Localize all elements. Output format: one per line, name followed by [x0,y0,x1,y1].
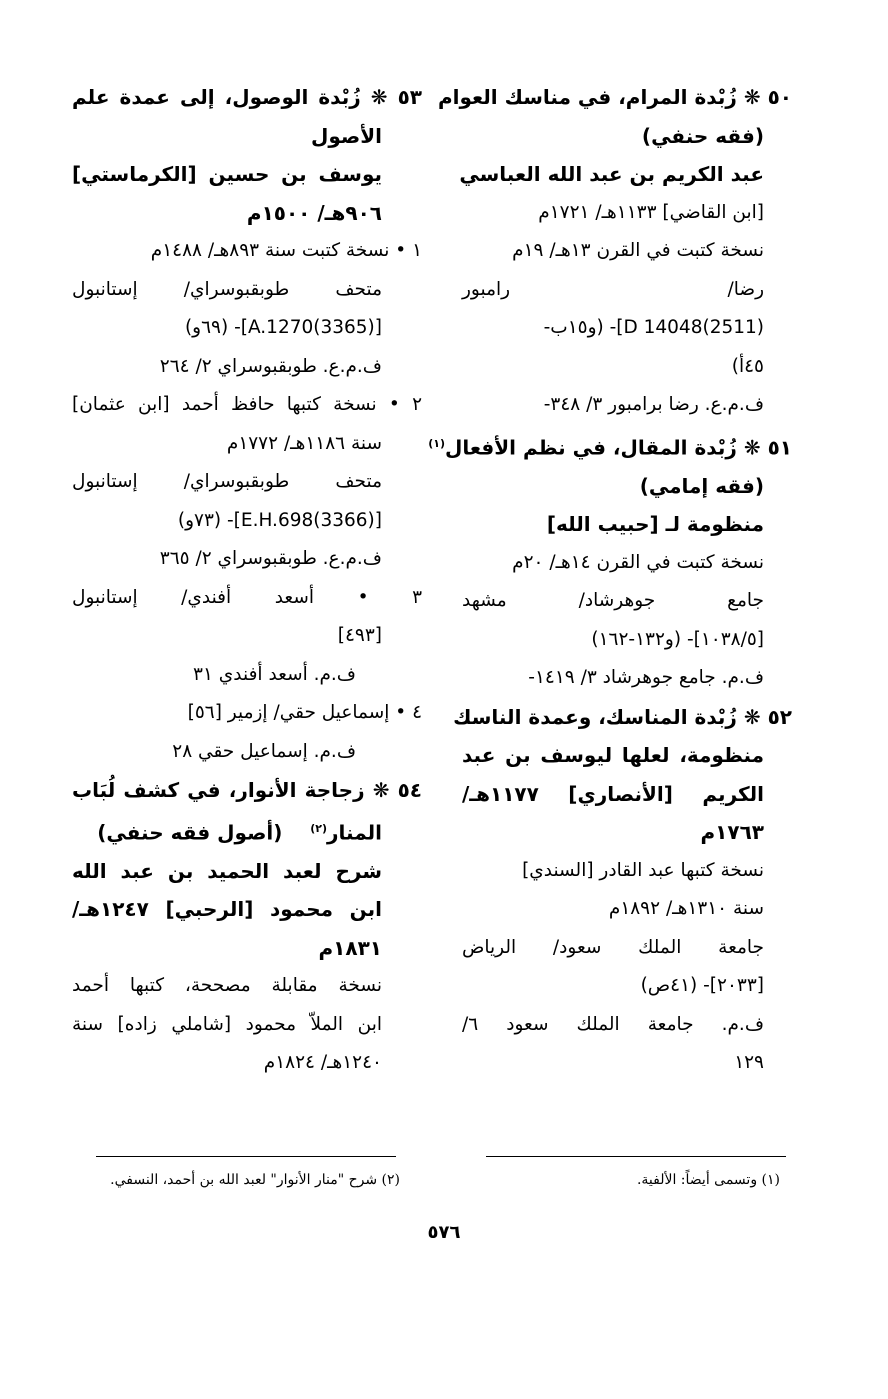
entry-53-copy-1-library: متحف طوبقبوسراي/ إستانبول [72,278,382,300]
left-column [72,78,422,1083]
entry-50-shelfmark-cont: ٤٥أ) [731,355,764,377]
entry-52-reference: ف.م. جامعة الملك سعود ٦/ [462,1013,764,1035]
footnote-marker-1: (١) [428,436,446,450]
entry-54-category: (أصول فقه حنفي) [97,820,283,845]
entry-51-shelfmark: [١٠٣٨/٥]- (و١٣٢-١٦٢) [591,628,764,650]
entry-51-author: منظومة لـ [حبيب الله] [546,512,764,537]
entry-51-category: (فقه إمامي) [639,473,764,498]
entry-52-desc-1: منظومة، لعلها ليوسف بن عبد [462,743,764,768]
entry-53-copy-4: ٤ • إسماعيل حقي/ إزمير [٥٦] [187,702,422,723]
entry-54-copy-2: ابن الملاّ محمود [شاملي زاده] سنة [72,1013,382,1035]
entry-52-heading: ٥٢ ❋ زُبْدة المناسك، وعمدة الناسك [453,704,792,729]
entry-52-shelfmark: [٢٠٣٣]- (٤١ص) [640,975,764,997]
entry-54-copy-3: ١٢٤٠هـ/ ١٨٢٤م [263,1052,382,1074]
entry-50-library: رضا/ رامبور [462,278,764,300]
entry-50-author: عبد الكريم بن عبد الله العباسي [459,162,764,186]
footnote-divider-left [96,1156,396,1157]
entry-52-library: جامعة الملك سعود/ الرياض [462,936,764,958]
entry-52-desc-3: ١٧٦٣م [700,820,764,845]
entry-51-library: جامع جوهرشاد/ مشهد [462,590,764,612]
page-number: ٥٧٦ [427,1222,461,1243]
entry-54-desc-3: ١٨٣١م [318,935,382,960]
entry-53-copy-3-shelfmark: [٤٩٣] [337,625,382,646]
entry-50-author-dates: [ابن القاضي] ١١٣٣هـ/ ١٧٢١م [538,201,764,223]
footnote-1: (١) وتسمى أيضاً: الألفية. [636,1172,780,1188]
entry-53-copy-3-reference: ف.م. أسعد أفندي ٣١ [193,663,356,685]
entry-50-heading: ٥٠ ❋ زُبْدة المرام، في مناسك العوام [437,85,792,109]
footnote-marker-2: (٢) [310,821,328,835]
entry-50-category: (فقه حنفي) [641,123,764,148]
entry-53-copy-2: ٢ • نسخة كتبها حافظ أحمد [ابن عثمان] [72,394,422,415]
entry-54-heading-cont [72,810,422,852]
entry-53-copy-2-shelfmark: [E.H.698(3366)]- (٧٣و) [177,509,382,531]
entry-51-title: ٥١ ❋ زُبْدة المقال، في نظم الأفعال [445,435,792,460]
entry-51-heading [428,425,792,467]
entry-51-copy: نسخة كتبت في القرن ١٤هـ/ ٢٠م [512,551,764,573]
entry-52-copy: نسخة كتبها عبد القادر [السندي] [522,859,764,881]
entry-51-reference: ف.م. جامع جوهرشاد ٣/ ١٤١٩- [528,667,764,689]
entry-52-desc-2: الكريم [الأنصاري] ١١٧٧هـ/ [462,781,764,806]
entry-53-copy-1-reference: ف.م.ع. طوبقبوسراي ٢/ ٢٦٤ [159,355,382,377]
entry-50-copy: نسخة كتبت في القرن ١٣هـ/ ١٩م [512,240,764,261]
entry-50-shelfmark: D 14048(2511)]- (و١٥ب- [543,317,764,338]
entry-53-heading-cont: الأصول [311,123,382,148]
entry-54-title-cont: المنار [327,820,382,845]
entry-52-reference-cont: ١٢٩ [734,1052,764,1074]
entry-54-copy-1: نسخة مقابلة مصححة، كتبها أحمد [72,975,382,997]
entry-53-author: يوسف بن حسين [الكرماستي] [72,162,382,186]
entry-53-copy-1: ١ • نسخة كتبت سنة ٨٩٣هـ/ ١٤٨٨م [150,240,422,261]
entry-53-copy-1-shelfmark: [A.1270(3365)]- (٦٩و) [184,317,382,338]
entry-53-copy-4-reference: ف.م. إسماعيل حقي ٢٨ [172,740,356,762]
entry-53-copy-2-year: سنة ١١٨٦هـ/ ١٧٧٢م [226,432,382,454]
entry-52-year: سنة ١٣١٠هـ/ ١٨٩٢م [608,898,764,920]
entry-50-reference: ف.م.ع. رضا برامبور ٣/ ٣٤٨- [543,394,764,415]
right-column [428,78,792,1083]
entry-54-desc-1: شرح لعبد الحميد بن عبد الله [72,858,382,883]
footnote-2: (٢) شرح "منار الأنوار" لعبد الله بن أحمد، النسفي. [110,1172,400,1188]
entry-53-copy-2-reference: ف.م.ع. طوبقبوسراي ٢/ ٣٦٥ [159,548,382,569]
entry-53-author-dates: ٩٠٦هـ/ ١٥٠٠م [246,200,382,225]
entry-54-desc-2: ابن محمود [الرحبي] ١٢٤٧هـ/ [72,897,382,922]
entry-53-heading: ٥٣ ❋ زُبْدة الوصول، إلى عمدة علم [72,85,422,109]
entry-53-copy-3: ٣ • أسعد أفندي/ إستانبول [72,586,422,608]
entry-54-heading: ٥٤ ❋ زجاجة الأنوار، في كشف لُبَاب [72,778,422,802]
entry-53-copy-2-library: متحف طوبقبوسراي/ إستانبول [72,471,382,492]
footnote-divider-right [486,1156,786,1157]
